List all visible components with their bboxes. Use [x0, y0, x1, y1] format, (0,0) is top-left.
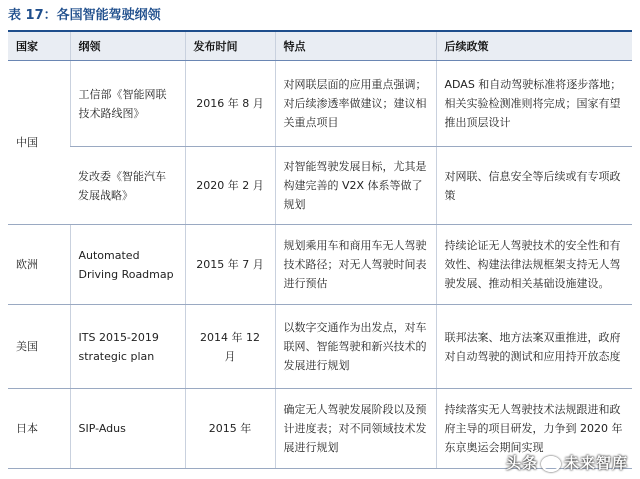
cell-features: 确定无人驾驶发展阶段以及预计进度表；对不同领域技术发展进行规划	[275, 389, 436, 469]
cell-program: SIP-Adus	[70, 389, 185, 469]
cell-program: Automated Driving Roadmap	[70, 225, 185, 305]
cell-date: 2015 年	[185, 389, 275, 469]
cell-policy: 持续论证无人驾驶技术的安全性和有效性、构建法律法规框架支持无人驾驶发展、推动相关基础设施建设。	[436, 225, 632, 305]
cell-features: 以数字交通作为出发点，对车联网、智能驾驶和新兴技术的发展进行规划	[275, 305, 436, 389]
header-program: 纲领	[70, 32, 185, 61]
table-title: 表 17：各国智能驾驶纲领	[8, 8, 161, 23]
cell-policy: 持续落实无人驾驶技术法规跟进和政府主导的项目研发，力争到 2020 年东京奥运会期间实现	[436, 389, 632, 469]
header-policy: 后续政策	[436, 32, 632, 61]
header-country: 国家	[8, 32, 70, 61]
watermark	[506, 452, 628, 473]
cell-program: 工信部《智能网联技术路线图》	[70, 61, 185, 147]
cell-country: 日本	[8, 389, 70, 469]
table-row	[8, 147, 632, 225]
cell-program: 发改委《智能汽车发展战略》	[70, 147, 185, 225]
cell-country: 中国	[8, 61, 70, 225]
cell-date: 2014 年 12 月	[185, 305, 275, 389]
cell-country: 欧洲	[8, 225, 70, 305]
policy-table	[8, 32, 632, 469]
cell-features: 对智能驾驶发展目标，尤其是构建完善的 V2X 体系等做了规划	[275, 147, 436, 225]
cell-country: 美国	[8, 305, 70, 389]
table-row	[8, 61, 632, 147]
watermark-logo-icon	[541, 456, 561, 472]
watermark-right: 未来智库	[563, 454, 628, 472]
table-row	[8, 225, 632, 305]
cell-features: 对网联层面的应用重点强调；对后续渗透率做建议；建议相关重点项目	[275, 61, 436, 147]
cell-date: 2020 年 2 月	[185, 147, 275, 225]
table-header-row	[8, 32, 632, 61]
cell-policy: 联邦法案、地方法案双重推进，政府对自动驾驶的测试和应用持开放态度	[436, 305, 632, 389]
cell-date: 2016 年 8 月	[185, 61, 275, 147]
table-row	[8, 305, 632, 389]
cell-date: 2015 年 7 月	[185, 225, 275, 305]
header-date: 发布时间	[185, 32, 275, 61]
cell-features: 规划乘用车和商用车无人驾驶技术路径；对无人驾驶时间表进行预估	[275, 225, 436, 305]
header-features: 特点	[275, 32, 436, 61]
watermark-left: 头条	[505, 454, 538, 472]
cell-program: ITS 2015-2019 strategic plan	[70, 305, 185, 389]
cell-policy: ADAS 和自动驾驶标准将逐步落地；相关实验检测准则将完成；国家有望推出顶层设计	[436, 61, 632, 147]
cell-policy: 对网联、信息安全等后续或有专项政策	[436, 147, 632, 225]
